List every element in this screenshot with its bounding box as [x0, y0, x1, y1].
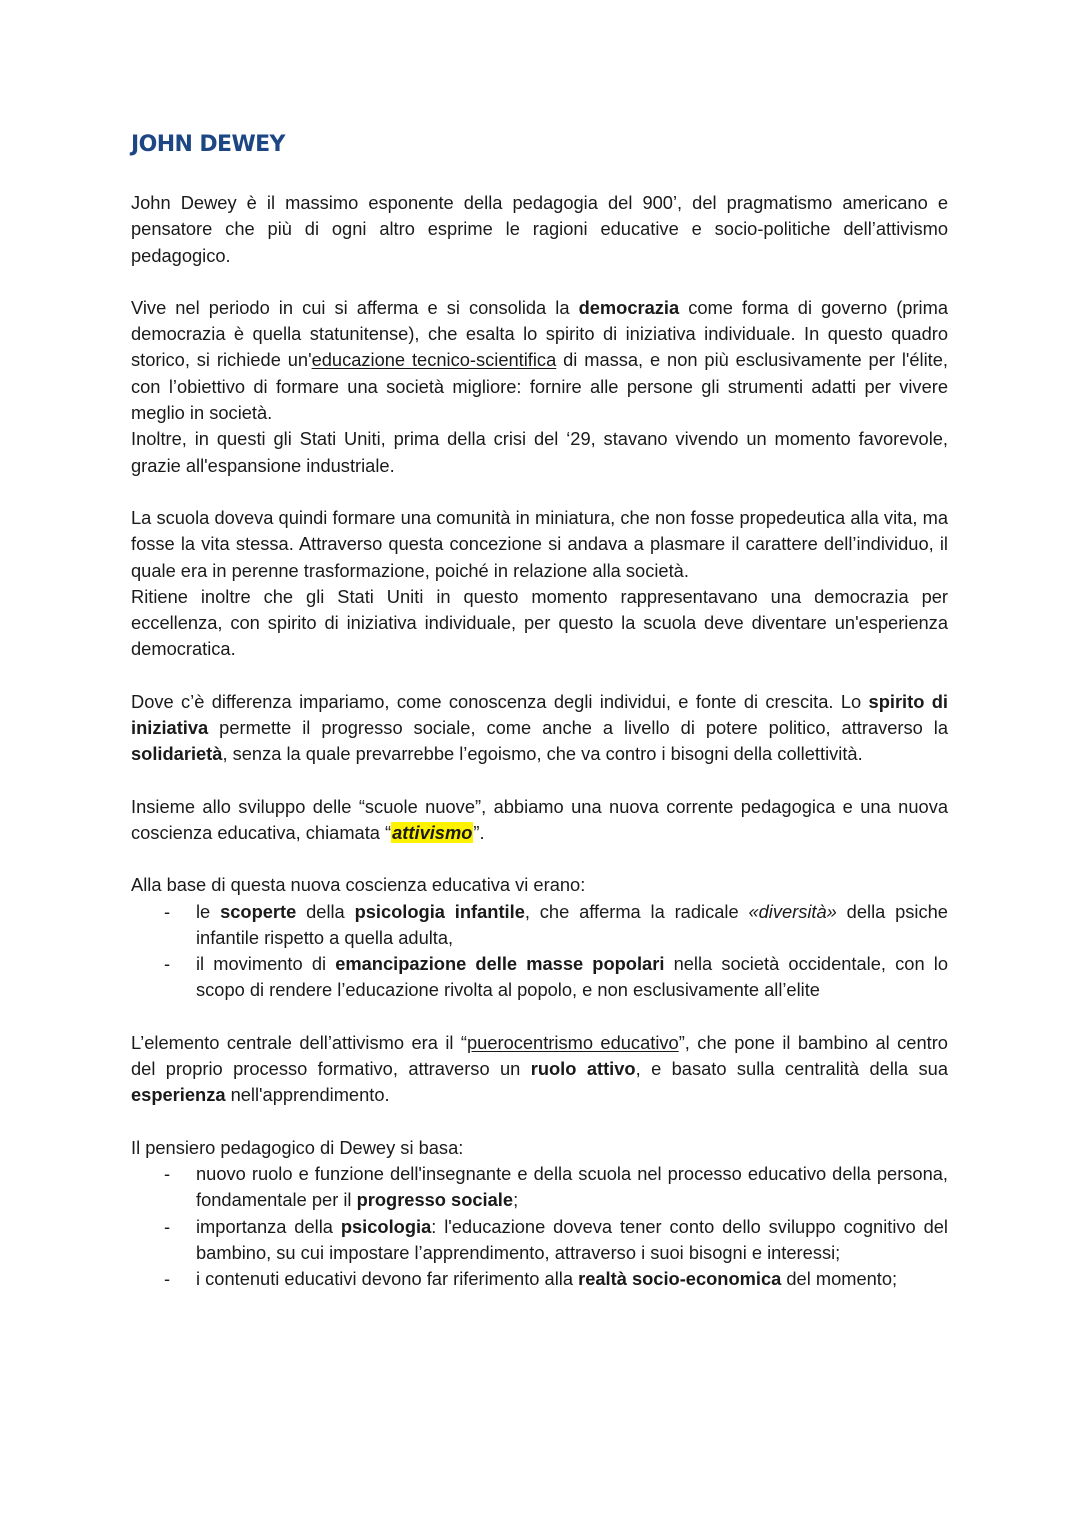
list-item: - i contenuti educativi devono far riferimento alla realtà socio-economica del momento; [131, 1266, 948, 1292]
paragraph-democracy: Vive nel periodo in cui si afferma e si consolida la democrazia come forma di governo (prima democrazia è quella statunitense), che esalta lo spirito di iniziativa individuale. In questo quadro storico, si richiede un'educazione tecnico-scientifica di massa, e non più esclusivamente per l'élite, con l’obiettivo di formare una società migliore: fornire alle persone gli strumenti adatti per vivere meglio in società. [131, 296, 949, 424]
dewey-thought-list [131, 1161, 948, 1292]
bold-term: solidarietà [131, 743, 223, 765]
paragraph-industrial-expansion: Inoltre, in questi gli Stati Uniti, prima della crisi del ‘29, stavano vivendo un momento favorevole, grazie all'espansione industriale. [131, 428, 948, 476]
list-item: - il movimento di emancipazione delle masse popolari nella società occidentale, con lo scopo di rendere l’educazione rivolta al popolo, e non esclusivamente all’elite [131, 951, 948, 1004]
paragraph-initiative: Dove c’è differenza impariamo, come conoscenza degli individui, e fonte di crescita. Lo spirito di iniziativa permette il progresso sociale, come anche a livello di potere politico, attraverso la solidarietà, senza la quale prevarrebbe l’egoismo, che va contro i bisogni della collettività. [131, 690, 948, 765]
paragraph-basis-intro: Alla base di questa nuova coscienza educativa vi erano: [131, 874, 586, 896]
bold-term: democrazia [578, 296, 680, 318]
list-item: - nuovo ruolo e funzione dell'insegnante e della scuola nel processo educativo della persona, fondamentale per il progresso sociale; [131, 1161, 948, 1214]
list-item: - le scoperte della psicologia infantile, che afferma la radicale «diversità» della psiche infantile rispetto a quella adulta, [131, 899, 948, 952]
paragraph-activism: Insieme allo sviluppo delle “scuole nuove”, abbiamo una nuova corrente pedagogica e una nuova coscienza educativa, chiamata “attivismo”. [131, 795, 948, 843]
highlighted-term: attivismo [392, 821, 473, 843]
bold-term: spirito di iniziativa [131, 690, 948, 739]
paragraph-school-community: La scuola doveva quindi formare una comunità in miniatura, che non fosse propedeutica alla vita, ma fosse la vita stessa. Attraverso questa concezione si andava a plasmare il carattere dell’individuo, il quale era in perenne trasformazione, poiché in relazione alla società. [131, 506, 948, 581]
paragraph-dewey-thought-intro: Il pensiero pedagogico di Dewey si basa: [131, 1136, 464, 1158]
page-title: JOHN DEWEY [131, 132, 285, 157]
list-item: - importanza della psicologia: l'educazione doveva tener conto dello sviluppo cognitivo del bambino, su cui impostare l’apprendimento, attraverso i suoi bisogni e interessi; [131, 1214, 948, 1267]
paragraph-intro: John Dewey è il massimo esponente della pedagogia del 900’, del pragmatismo americano e pensatore che più di ogni altro esprime le ragioni educative e socio-politiche dell’attivismo pedagogico. [131, 192, 948, 266]
underlined-term: educazione tecnico-scientifica [311, 349, 557, 371]
paragraph-democratic-experience: Ritiene inoltre che gli Stati Uniti in questo momento rappresentavano una democrazia per eccellenza, con spirito di iniziativa individuale, per questo la scuola deve diventare un'esperienza democratica. [131, 585, 948, 660]
underlined-term: puerocentrismo educativo [466, 1031, 679, 1053]
paragraph-puerocentrism: L’elemento centrale dell’attivismo era il “puerocentrismo educativo”, che pone il bambino al centro del proprio processo formativo, attraverso un ruolo attivo, e basato sulla centralità della sua esperienza nell'apprendimento. [131, 1031, 948, 1106]
basis-list [131, 899, 948, 1004]
